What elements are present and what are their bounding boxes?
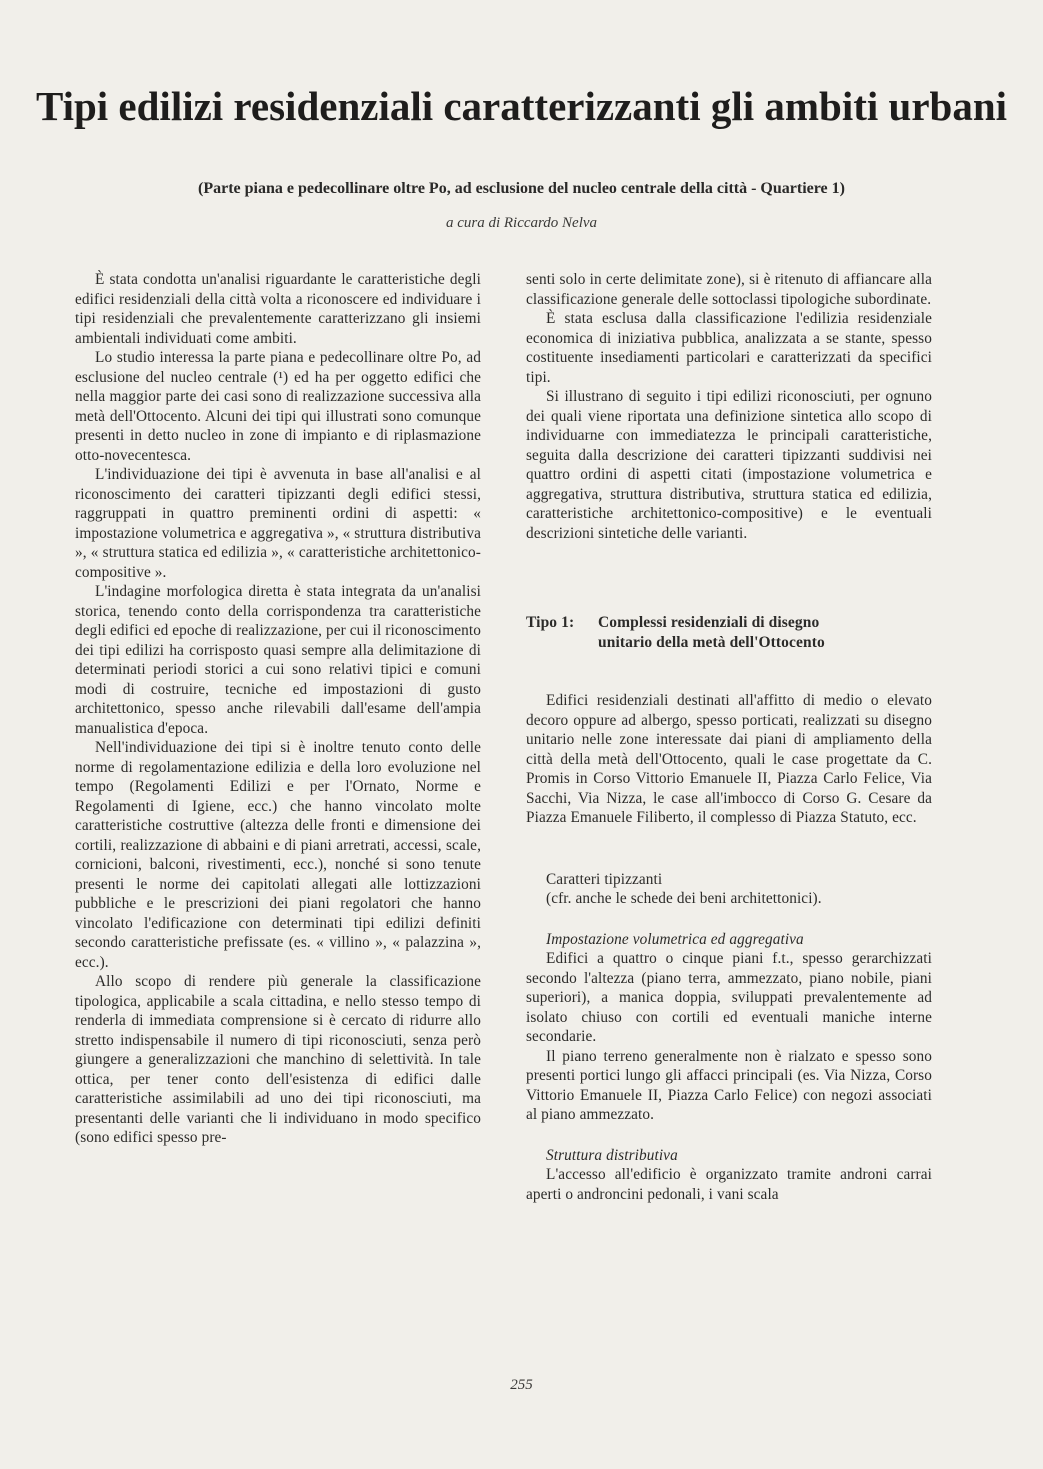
paragraph: Nell'individuazione dei tipi si è inoltre tenuto conto delle norme di regolamentazione edilizia e della loro evoluzione nel tempo (Regolamenti Edilizi e per l'Ornato, Norme e Regolamenti di Igiene, ecc.) che hanno vincolato molte caratteristiche costruttive (altezza delle fronti e dimensione dei cortili, realizzazione di abbaini e di piani arretrati, accessi, scale, cornicioni, balconi, rivestimenti, ecc.), nonché si sono tenute presenti le norme dei capitolati allegati alle lottizzazioni pubbliche e le prescrizioni dei piani regolatori che hanno vincolato l'edificazione con determinati tipi edilizi definiti secondo caratteristiche prefissate (es. « villino », « palazzina », ecc.). bbox=[75, 739, 481, 971]
author-line: a cura di Riccardo Nelva bbox=[445, 215, 598, 231]
subsection-title: Struttura distributiva bbox=[546, 1146, 678, 1164]
paragraph: Allo scopo di rendere più generale la classificazione tipologica, applicabile a scala cittadina, e nello stesso tempo di renderla di immediata comprensione si è cercato di ridurre allo stretto indispensabile il numero di tipi riconosciuti, senza però giungere a generalizzazioni che manchino di selettività. In tale ottica, per tener conto dell'esistenza di edifici dalle caratteristiche assimilabili ad uno dei tipi riconosciuti, ma presentanti delle varianti che li individuano in modo specifico (sono edifici spesso pre- bbox=[75, 973, 481, 1146]
page-title: Tipi edilizi residenziali caratterizzanti gli ambiti urbani bbox=[35, 83, 1008, 129]
subtitle: (Parte piana e pedecollinare oltre Po, ad esclusione del nucleo centrale della città - Quartiere 1) bbox=[198, 180, 845, 197]
section-title-line1: Complessi residenziali di disegno bbox=[598, 614, 820, 631]
subsection-title: Impostazione volumetrica ed aggregativa bbox=[546, 930, 804, 948]
paragraph: L'individuazione dei tipi è avvenuta in base all'analisi e al riconoscimento dei caratteri tipizzanti degli edifici stessi, raggruppati in quattro preminenti ordini di aspetti: « impostazione volumetrica e aggregativa », « struttura distributiva », « struttura statica ed edilizia », « caratteristiche architettonico-compositive ». bbox=[75, 466, 481, 581]
paragraph: Il piano terreno generalmente non è rialzato e spesso sono presenti portici lungo gli affacci principali (es. Via Nizza, Corso Vittorio Emanuele II, Piazza Carlo Felice) con negozi associati al piano ammezzato. bbox=[526, 1047, 932, 1123]
left-column bbox=[75, 270, 481, 1148]
page-number: 255 bbox=[510, 1377, 533, 1393]
paragraph: L'indagine morfologica diretta è stata integrata da un'analisi storica, tenendo conto della corrispondenza tra caratteristiche degli edifici ed epoche di realizzazione, per cui il riconoscimento dei tipi edilizi ha corrisposto quasi sempre alla delimitazione di determinati periodi storici a cui sono relativi tipici e comuni modi di costruire, tecniche ed impostazioni di gusto architettonico, spesso anche rilevabili dall'esame dell'ampia manualistica d'epoca. bbox=[75, 583, 481, 737]
paragraph: È stata esclusa dalla classificazione l'edilizia residenziale economica di iniziativa pubblica, analizzata a se stante, spesso costituente insediamenti particolari e caratterizzati da specifici tipi. bbox=[526, 310, 932, 386]
paragraph: Si illustrano di seguito i tipi edilizi riconosciuti, per ognuno dei quali viene riportata una definizione sintetica allo scopo di individuarne con immediatezza le principali caratteristiche, seguita dalla descrizione dei caratteri tipizzanti suddivisi nei quattro ordini di aspetti citati (impostazione volumetrica e aggregativa, struttura distributiva, struttura statica ed edilizia, caratteristiche architettonico-compositive) e le eventuali descrizioni sintetiche delle varianti. bbox=[526, 388, 932, 542]
paragraph: Edifici residenziali destinati all'affitto di medio o elevato decoro oppure ad albergo, spesso porticati, realizzati su disegno unitario nelle zone interessate dai piani di ampliamento della città della metà dell'Ottocento, quali le case progettate da C. Promis in Corso Vittorio Emanuele II, Piazza Carlo Felice, Via Sacchi, Via Nizza, le case all'imbocco di Corso G. Cesare da Piazza Emanuele Filiberto, il complesso di Piazza Statuto, ecc. bbox=[526, 692, 932, 826]
section-title-line2: unitario della metà dell'Ottocento bbox=[598, 634, 825, 651]
paragraph: senti solo in certe delimitate zone), si è ritenuto di affiancare alla classificazione generale delle sottoclassi tipologiche subordinate. bbox=[526, 271, 932, 308]
paragraph: Lo studio interessa la parte piana e pedecollinare oltre Po, ad esclusione del nucleo centrale (¹) ed ha per oggetto edifici che nella maggior parte dei casi sono di realizzazione successiva alla metà dell'Ottocento. Alcuni dei tipi qui illustrati sono comunque presenti in detto nucleo in zone di impianto e di riplasmazione otto-novecentesca. bbox=[75, 349, 481, 464]
section-heading bbox=[526, 613, 932, 653]
section-label: Tipo 1: bbox=[526, 614, 575, 631]
paragraph: Edifici a quattro o cinque piani f.t., spesso gerarchizzati secondo l'altezza (piano terra, ammezzato, piano nobile, piani superiori), a manica doppia, sviluppati prevalentemente ad isolato chiuso con cortili ed eventuali maniche interne secondarie. bbox=[526, 950, 932, 1045]
right-column bbox=[526, 270, 932, 1204]
caratteri-note: (cfr. anche le schede dei beni architettonici). bbox=[546, 890, 822, 907]
caratteri-label: Caratteri tipizzanti bbox=[546, 870, 663, 888]
paragraph: L'accesso all'edificio è organizzato tramite androni carrai aperti o androncini pedonali, i vani scala bbox=[526, 1166, 932, 1203]
paragraph: È stata condotta un'analisi riguardante le caratteristiche degli edifici residenziali della città volta a riconoscere ed individuare i tipi residenziali che prevalentemente caratterizzano gli insiemi ambientali individuati come ambiti. bbox=[75, 271, 481, 347]
